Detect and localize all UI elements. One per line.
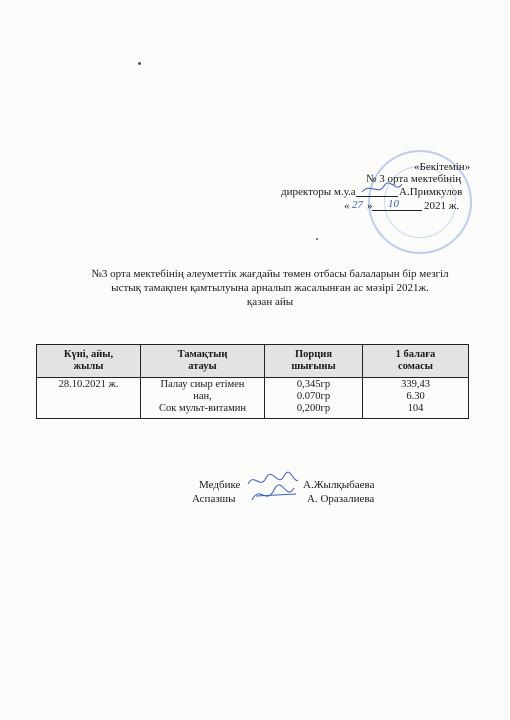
menu-title-line1: №3 орта мектебінің әлеуметтік жағдайы төмен отбасы балаларын бір мезгіл [91,268,449,280]
menu-table [36,344,469,419]
header-dish: Тамақтың атауы [141,345,265,378]
approval-director-label: директоры м.у.а [281,186,356,198]
approval-date-open: « [344,200,350,212]
header-cost: 1 балаға сомасы [363,345,469,378]
table-header-row [37,345,469,378]
cell-dishes: Палау сиыр етімен нан, Сок мульт-витамин [141,378,265,419]
menu-title-line2: ыстық тамақпен қамтылуына арналып жасалынған ас мәзірі 2021ж. [111,282,429,294]
medic-role: Медбике [199,479,241,491]
approval-date-mid: » [367,200,373,212]
approval-title: «Бекітемін» [414,161,471,173]
approval-school: № 3 орта мектебінің [366,173,462,185]
scan-speck [138,62,141,65]
header-date: Күні, айы, жылы [37,345,141,378]
menu-title-month: қазан айы [246,296,294,308]
approval-day: 27 [352,199,363,211]
header-portion: Порция шығыны [265,345,363,378]
cook-name: А. Оразалиева [307,493,375,505]
cook-role: Аспазшы [192,493,236,505]
scan-speck [316,238,318,240]
cook-signature [246,480,302,508]
cell-date: 28.10.2021 ж. [37,378,141,419]
cell-costs: 339,43 6.30 104 [363,378,469,419]
approval-director-name: А.Примкулов [399,186,463,198]
approval-month: 10 [388,198,399,210]
director-signature [360,180,404,198]
medic-name: А.Жылқыбаева [303,479,375,491]
approval-year: 2021 ж. [424,200,460,212]
table-row [37,378,469,419]
cell-portions: 0,345гр 0.070гр 0,200гр [265,378,363,419]
